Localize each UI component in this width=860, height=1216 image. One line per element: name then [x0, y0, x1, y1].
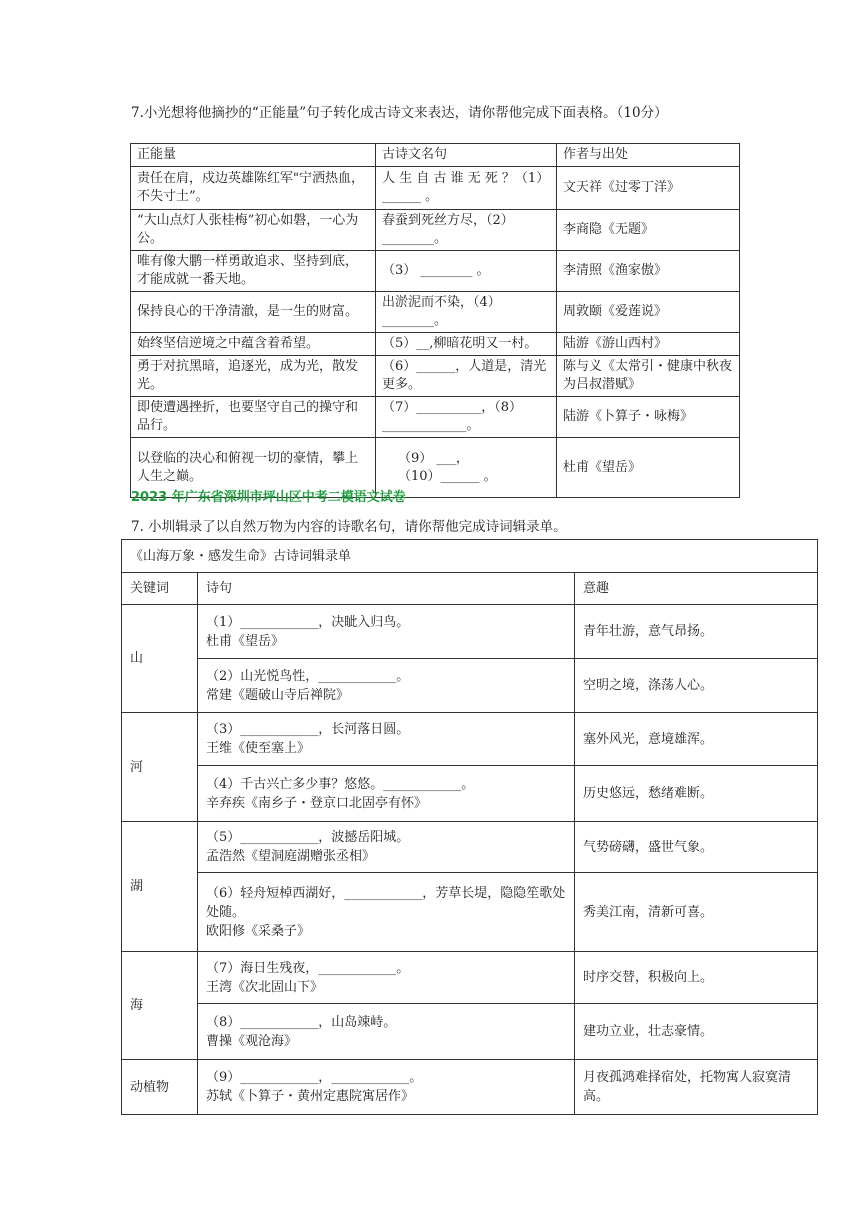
exam-section-title: 2023 年广东省深圳市坪山区中考二模语文试卷: [131, 490, 406, 505]
table-row: [131, 292, 740, 333]
table-row: [122, 822, 818, 873]
poem-source: 杜甫《望岳》: [206, 633, 285, 649]
poem-cell: （6）______，人道是，清光更多。: [376, 356, 557, 397]
poem-line: （5）____________，波撼岳阳城。: [206, 830, 410, 845]
poem-cell: （5）__,柳暗花明又一村。: [376, 333, 557, 356]
poem-source: 孟浩然《望洞庭湖赠张丞相》: [206, 849, 376, 864]
poem-source: 欧阳修《采桑子》: [206, 923, 311, 939]
source-cell: 陆游《卜算子・咏梅》: [557, 397, 740, 438]
keyword-cell: 海: [122, 952, 198, 1060]
table-header-row: [122, 573, 818, 605]
energy-cell: 勇于对抗黑暗，追逐光，成为光，散发光。: [131, 356, 376, 397]
poem-line-10: （10）______ 。: [398, 468, 497, 484]
poem-source: 苏轼《卜算子・黄州定惠院寓居作》: [206, 1089, 415, 1104]
energy-cell: 以登临的决心和俯视一切的豪情，攀上人生之巅。: [131, 438, 376, 498]
energy-cell: 保持良心的干净清澈，是一生的财富。: [131, 292, 376, 333]
meaning-cell: 月夜孤鸿难择宿处，托物寓人寂寞清高。: [575, 1060, 818, 1115]
poem-cell: （3） ________ 。: [376, 251, 557, 292]
header-energy: 正能量: [131, 144, 376, 167]
positive-energy-table: [130, 143, 740, 498]
header-keyword: 关键词: [122, 573, 198, 605]
source-cell: 杜甫《望岳》: [557, 438, 740, 498]
source-cell: 李清照《渔家傲》: [557, 251, 740, 292]
keyword-cell: 动植物: [122, 1060, 198, 1115]
source-cell: 周敦颐《爱莲说》: [557, 292, 740, 333]
keyword-cell: 山: [122, 605, 198, 713]
table-row: [122, 605, 818, 659]
line-cell: [198, 1004, 575, 1060]
poem-line: （8）____________，山岛竦峙。: [206, 1014, 397, 1030]
poem-cell: 出淤泥而不染，（4）________。: [376, 292, 557, 333]
header-source: 作者与出处: [557, 144, 740, 167]
poetry-record-table: [121, 539, 818, 1115]
table-row: [131, 210, 740, 251]
header-meaning: 意趣: [575, 573, 818, 605]
line-cell: [198, 822, 575, 873]
line-cell: [198, 713, 575, 766]
poem-source: 王湾《次北固山下》: [206, 979, 324, 995]
poem-line: （3）____________，长河落日圆。: [206, 722, 410, 737]
source-cell: 陈与义《太常引・健康中秋夜为吕叔潜赋》: [557, 356, 740, 397]
table-row: [131, 397, 740, 438]
table-row: [122, 1060, 818, 1115]
table-row: [131, 333, 740, 356]
table-row: [131, 167, 740, 210]
table-row: [122, 873, 818, 952]
table-row: [131, 356, 740, 397]
meaning-cell: 建功立业，壮志豪情。: [575, 1004, 818, 1060]
poem-line-9: （9） ___，: [398, 450, 469, 466]
keyword-cell: 河: [122, 713, 198, 822]
line-cell: [198, 766, 575, 822]
table-row: [122, 1004, 818, 1060]
table-row: [122, 659, 818, 713]
line-cell: [198, 873, 575, 952]
header-lines: 诗句: [198, 573, 575, 605]
poem-cell: 人 生 自 古 谁 无 死 ？（1）______ 。: [376, 167, 557, 210]
source-cell: 陆游《游山西村》: [557, 333, 740, 356]
source-cell: 李商隐《无题》: [557, 210, 740, 251]
meaning-cell: 时序交替，积极向上。: [575, 952, 818, 1004]
table-row: [122, 713, 818, 766]
table-title-row: [122, 540, 818, 573]
poem-line: （9）____________，____________。: [206, 1070, 423, 1085]
energy-cell: 始终坚信逆境之中蕴含着希望。: [131, 333, 376, 356]
line-cell: [198, 605, 575, 659]
line-cell: [198, 952, 575, 1004]
meaning-cell: 气势磅礴，盛世气象。: [575, 822, 818, 873]
meaning-cell: 秀美江南，清新可喜。: [575, 873, 818, 952]
line-cell: [198, 659, 575, 713]
poem-source: 辛弃疾《南乡子・登京口北固亭有怀》: [206, 795, 428, 811]
question-7b-title: 7. 小圳辑录了以自然万物为内容的诗歌名句，请你帮他完成诗词辑录单。: [131, 519, 567, 535]
poem-cell: 春蚕到死丝方尽，（2）________。: [376, 210, 557, 251]
keyword-cell: 湖: [122, 822, 198, 952]
table-title: 《山海万象・感发生命》古诗词辑录单: [122, 540, 818, 573]
poem-cell: （7）__________，（8）_____________。: [376, 397, 557, 438]
energy-cell: 即使遭遇挫折，也要坚守自己的操守和品行。: [131, 397, 376, 438]
question-7-title: 7.小光想将他摘抄的“正能量”句子转化成古诗文来表达，请你帮他完成下面表格。（10分）: [131, 105, 668, 121]
poem-source: 曹操《观沧海》: [206, 1033, 298, 1049]
poem-line: （4）千古兴亡多少事？悠悠。____________。: [206, 776, 475, 792]
table-row: [122, 952, 818, 1004]
poem-line: （2）山光悦鸟性，____________。: [206, 668, 410, 684]
poem-source: 常建《题破山寺后禅院》: [206, 687, 350, 703]
table-header-row: [131, 144, 740, 167]
poem-line: （1）____________，决眦入归鸟。: [206, 614, 410, 630]
poem-source: 王维《使至塞上》: [206, 741, 311, 756]
meaning-cell: 塞外风光，意境雄浑。: [575, 713, 818, 766]
poem-line: （7）海日生残夜，____________。: [206, 960, 410, 976]
table-row: [131, 251, 740, 292]
meaning-cell: 青年壮游，意气昂扬。: [575, 605, 818, 659]
table-row: [122, 766, 818, 822]
meaning-cell: 空明之境，涤荡人心。: [575, 659, 818, 713]
line-cell: [198, 1060, 575, 1115]
energy-cell: “大山点灯人张桂梅”初心如磐，一心为公。: [131, 210, 376, 251]
source-cell: 文天祥《过零丁洋》: [557, 167, 740, 210]
meaning-cell: 历史悠远，愁绪难断。: [575, 766, 818, 822]
energy-cell: 责任在肩，戍边英雄陈红军"宁洒热血，不失寸土”。: [131, 167, 376, 210]
header-poem: 古诗文名句: [376, 144, 557, 167]
energy-cell: 唯有像大鹏一样勇敢追求、坚持到底，才能成就一番天地。: [131, 251, 376, 292]
poem-line: （6）轻舟短棹西湖好，____________，芳草长堤，隐隐笙歌处处随。: [206, 885, 566, 920]
